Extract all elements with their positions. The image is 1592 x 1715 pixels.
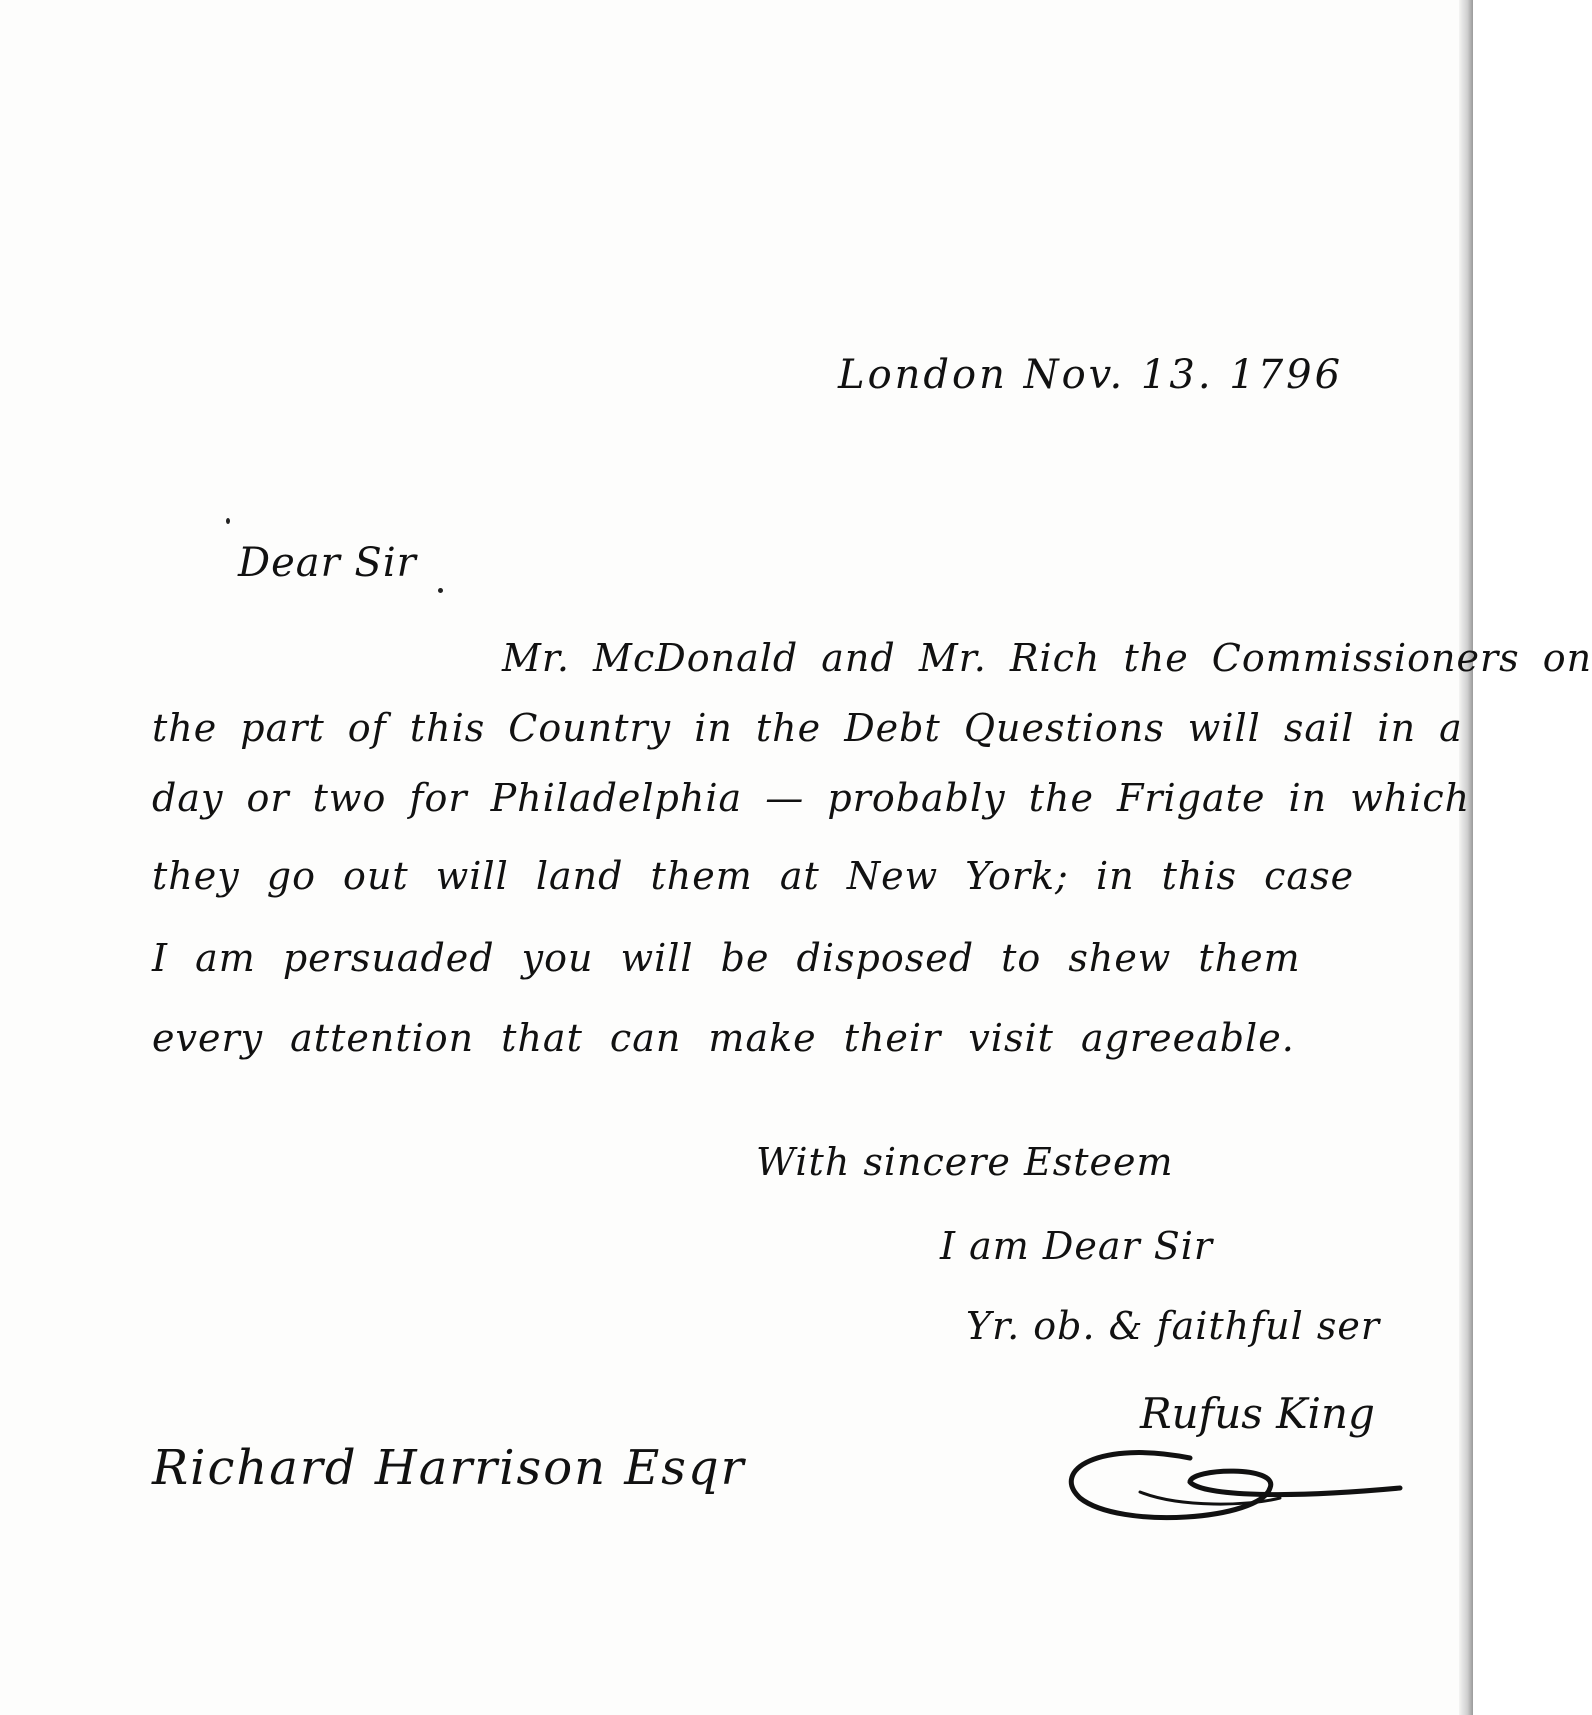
page-edge-shadow (1459, 0, 1473, 1715)
signature-flourish (1071, 1453, 1400, 1518)
letter-body-line: every attention that can make their visit agreeable. (152, 1016, 1295, 1060)
letter-closing-line: Yr. ob. & faithful ser (966, 1304, 1381, 1348)
signature-text: Rufus King (1140, 1389, 1375, 1438)
letter-salutation: Dear Sir (238, 540, 417, 586)
letter-addressee: Richard Harrison Esqr (152, 1440, 746, 1496)
ink-spot (438, 588, 443, 593)
letter-closing-line: I am Dear Sir (940, 1224, 1214, 1268)
letter-body-line: the part of this Country in the Debt Questions will sail in a (152, 706, 1463, 750)
signature-rufus-king (1040, 1370, 1420, 1520)
letter-body-line: Mr. McDonald and Mr. Rich the Commissioners on (502, 636, 1592, 680)
ink-spot (226, 518, 230, 524)
letter-body-line: they go out will land them at New York; in this case (152, 854, 1355, 898)
letter-body-line: I am persuaded you will be disposed to shew them (152, 936, 1301, 980)
letter-dateline: London Nov. 13. 1796 (838, 352, 1344, 398)
letter-closing-line: With sincere Esteem (756, 1140, 1174, 1184)
letter-body-line: day or two for Philadelphia — probably the Frigate in which (152, 776, 1471, 820)
